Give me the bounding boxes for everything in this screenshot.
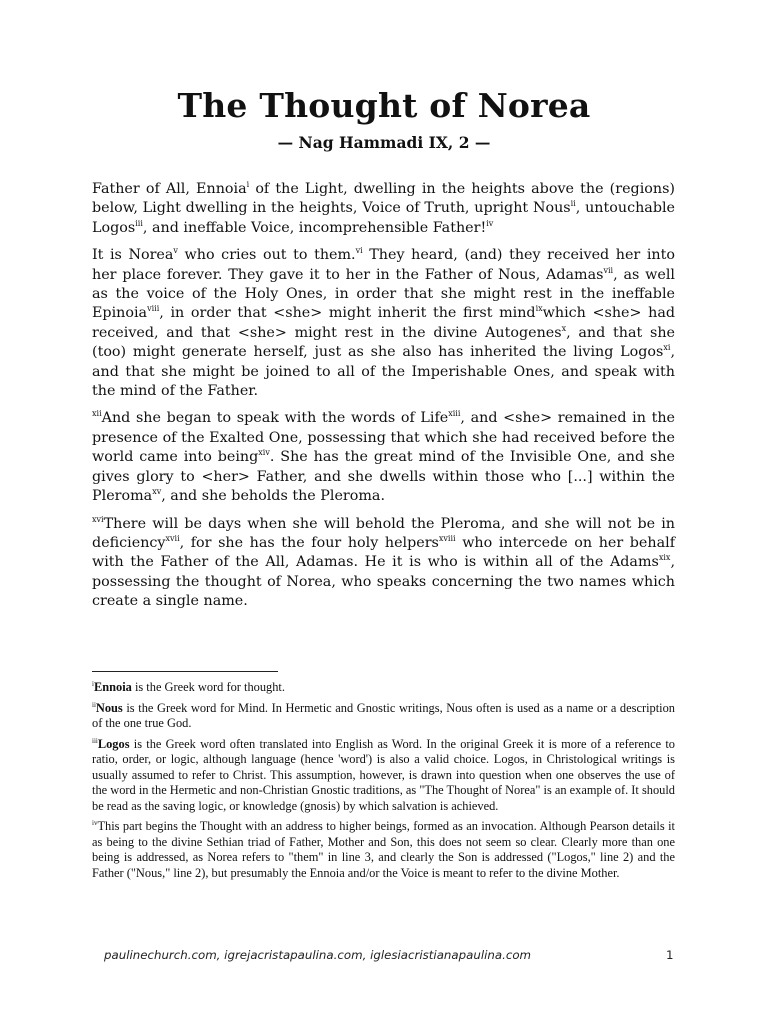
footnote-marker: xvi	[92, 514, 104, 524]
footnote-marker: ix	[535, 304, 543, 314]
paragraph-text: who intercede on her behalf with the Father of the All, Adamas. He it is who is within all of the Adams	[92, 534, 675, 571]
paragraph-text: , and <she> remained in the presence of the Exalted One, possessing that which she had received before the world came into being	[92, 410, 676, 466]
paragraph-text: , and she beholds the Pleroma.	[161, 488, 385, 505]
footnote-text: This part begins the Thought with an address to higher beings, formed as an invocation. Although Pearson details it as being to the divine Sethian triad of Father, Mother and Son, this does not seem so clear. Clearly more than one being is addressed, as Norea refers to "them" in line 3, and clearly the Son is addressed ("Logos," line 2) and the Father ("Nous," line 2), but presumably the Ennoia and/or the Voice is meant to refer to the divine Mother.	[92, 819, 675, 880]
page-number: 1	[666, 948, 674, 962]
paragraph-text: , and ineffable Voice, incomprehensible Father!	[142, 219, 487, 236]
paragraph-text: They heard, (and) they received her into her place forever. They gave it to her in the Father of Nous, Adamas	[92, 247, 675, 283]
footnote-term: Ennoia	[93, 680, 132, 694]
paragraph-text: , and that she might be joined to all of the Imperishable Ones, and speak with the mind of the Father.	[92, 344, 675, 400]
footnote-marker: xv	[152, 487, 162, 497]
body-paragraph	[92, 515, 675, 612]
paragraph-text: which <she> had received, and that <she> might rest in the divine Autogenes	[92, 305, 676, 341]
paragraph-text: It is Norea	[92, 247, 174, 264]
paragraph-text: of the Light, dwelling in the heights above the (regions) below, Light dwelling in the heights, Voice of Truth, upright Nous	[92, 181, 676, 217]
footnote-number: i	[92, 680, 94, 688]
footnote-text: is the Greek word often translated into English as Word. In the original Greek it is more of a reference to ratio, order, or logic, although language (hence 'word') is also a valid choice. Logos, in Christological writings is usually assumed to refer to Christ. This assumption, however, is drawn into question when one observes the use of the word in the Hermetic and non-Christian Gnostic traditions, as "The Thought of Norea" is an example of. It should be read as the saving logic, or knowledge (gnosis) by which salvation is achieved.	[92, 736, 675, 813]
paragraph-text: , in order that <she> might inherit the first mind	[159, 305, 536, 322]
paragraph-text: , possessing the thought of Norea, who speaks concerning the two names which create a single name.	[92, 554, 675, 610]
paragraph-text: Father of All, Ennoia	[92, 181, 247, 197]
paragraph-text: , and that she (too) might generate herself, just as she also has inherited the living Logos	[92, 324, 675, 361]
footnote-marker: xii	[92, 409, 102, 419]
footnote-number: iv	[92, 819, 98, 827]
footnote-marker: xix	[658, 553, 671, 563]
footnote-text: is the Greek word for Mind. In Hermetic and Gnostic writings, Nous often is used as a name or a description of the one true God.	[92, 700, 675, 730]
footnote	[92, 701, 675, 732]
paragraph-text: , as well as the voice of the Holy Ones, in order that she might rest in the ineffable Epinoia	[92, 266, 675, 322]
document-title: The Thought of Norea	[177, 86, 591, 125]
footnote-number: iii	[92, 736, 98, 745]
footnote	[92, 737, 675, 815]
footnote-marker: v	[173, 246, 178, 256]
footnote-marker: iv	[486, 218, 494, 228]
body-paragraph	[92, 246, 675, 401]
document-subtitle: — Nag Hammadi IX, 2 —	[277, 133, 491, 152]
body-text	[92, 180, 675, 620]
paragraph-text: , for she has the four holy helpers	[179, 534, 439, 551]
footnote-term: Nous	[95, 700, 123, 715]
body-paragraph	[92, 409, 675, 506]
body-paragraph	[92, 180, 675, 238]
footnote-marker: xiv	[258, 448, 270, 458]
footnote-marker: vii	[603, 265, 614, 275]
footnote-text: is the Greek word for thought.	[131, 680, 285, 694]
paragraph-text: . She has the great mind of the Invisible One, and she gives glory to <her> Father, and she dwells within those who [...] within the Pleroma	[92, 449, 676, 505]
footnote-separator	[92, 671, 278, 672]
footnotes-section	[92, 680, 675, 886]
paragraph-text: who cries out to them.	[177, 247, 356, 264]
footnote	[92, 680, 675, 696]
footnote-marker: xiii	[448, 409, 461, 419]
footnote-marker: iii	[135, 218, 143, 228]
footnote-marker: xvii	[165, 533, 180, 543]
footnote-marker: xviii	[438, 533, 456, 543]
footnote-marker: vi	[355, 246, 363, 256]
footnote-marker: xi	[663, 343, 671, 353]
footnote-number: ii	[92, 700, 96, 709]
footnote-marker: i	[246, 180, 250, 189]
paragraph-text: And she began to speak with the words of Life	[101, 410, 449, 427]
footer-links: paulinechurch.com, igrejacristapaulina.com, iglesiacristianapaulina.com	[104, 948, 532, 962]
footnote-marker: x	[561, 323, 567, 333]
footnote-marker: ii	[570, 199, 576, 209]
paragraph-text: There will be days when she will behold the Pleroma, and she will not be in deficiency	[92, 515, 675, 551]
footnote-term: Logos	[97, 736, 130, 751]
paragraph-text: , untouchable Logos	[92, 200, 675, 236]
footnote-marker: viii	[147, 304, 160, 314]
footnote	[92, 819, 675, 881]
